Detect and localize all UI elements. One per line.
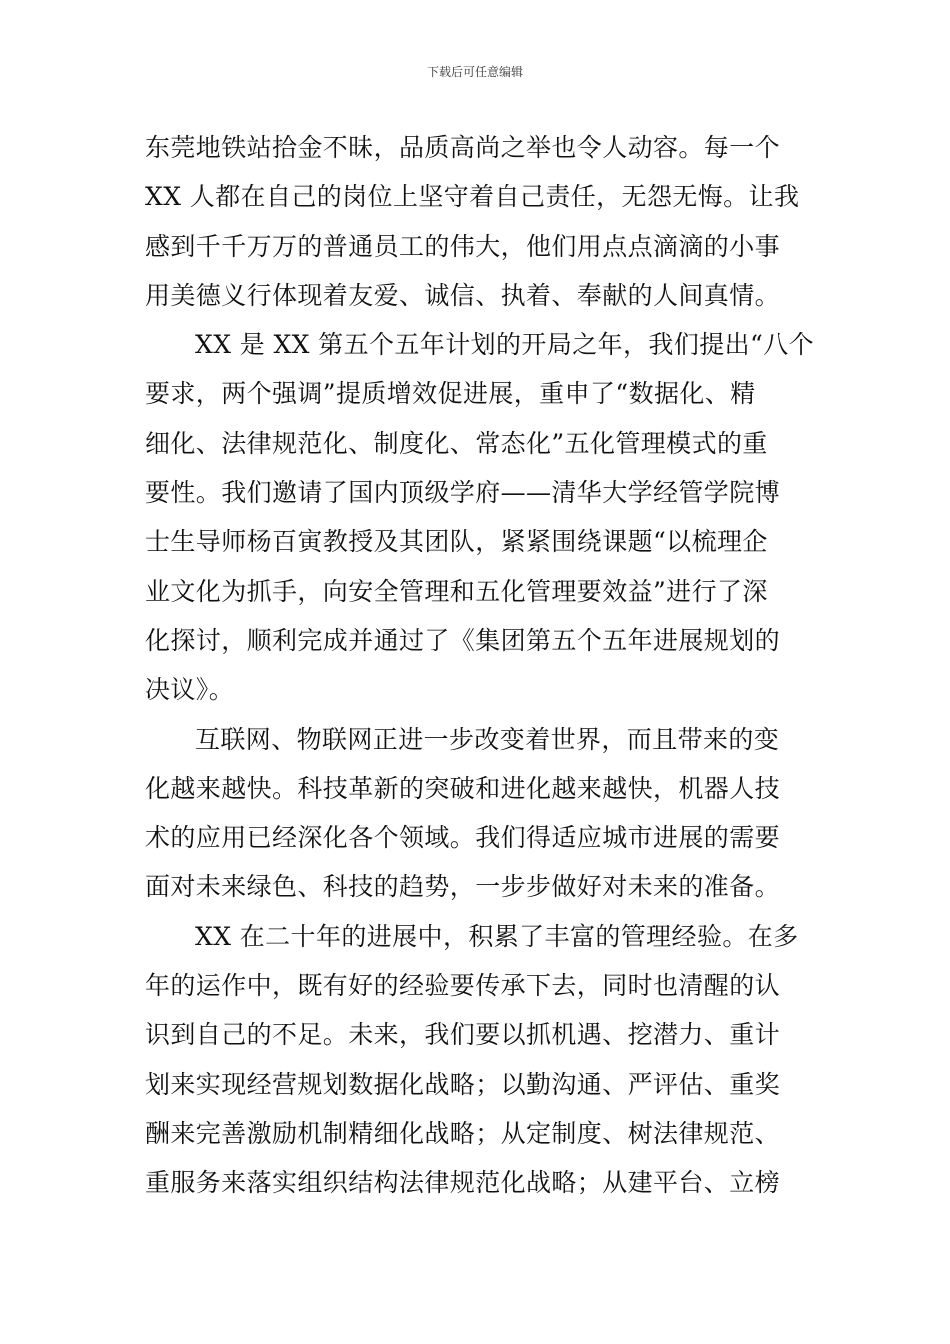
paragraph-first-line: 互联网、物联网正进一步改变着世界，而且带来的变	[195, 724, 780, 754]
paragraph-first-line: XX 在二十年的进展中，积累了丰富的管理经验。在多	[195, 921, 799, 951]
text-line: 感到千千万万的普通员工的伟大，他们用点点滴滴的小事	[145, 231, 781, 261]
text-line: 化探讨，顺利完成并通过了《集团第五个五年进展规划的	[145, 625, 781, 655]
document-body	[145, 123, 815, 1208]
text-line: 识到自己的不足。未来，我们要以抓机遇、挖潜力、重计	[145, 1020, 781, 1050]
paragraph-first-line: XX 是 XX 第五个五年计划的开局之年，我们提出“八个	[195, 330, 815, 360]
text-line: 细化、法律规范化、制度化、常态化”五化管理模式的重	[145, 428, 768, 458]
text-line: 士生导师杨百寅教授及其团队，紧紧围绕课题“以梳理企	[145, 527, 768, 557]
text-line: 年的运作中，既有好的经验要传承下去，同时也清醒的认	[145, 971, 781, 1001]
text-line: 划来实现经营规划数据化战略；以勤沟通、严评估、重奖	[145, 1069, 781, 1099]
text-line: 东莞地铁站拾金不昧，品质高尚之举也令人动容。每一个	[145, 133, 781, 162]
text-line: 重服务来落实组织结构法律规范化战略；从建平台、立榜	[145, 1168, 781, 1198]
text-line: 酬来完善激励机制精细化战略；从定制度、树法律规范、	[145, 1118, 781, 1148]
text-line: 要性。我们邀请了国内顶级学府——清华大学经管学院博	[145, 478, 781, 508]
text-line: 决议》。	[145, 675, 235, 705]
text-line: 用美德义行体现着友爱、诚信、执着、奉献的人间真情。	[145, 280, 781, 310]
text-line: 面对未来绿色、科技的趋势，一步步做好对未来的准备。	[145, 872, 781, 902]
text-line: 业文化为抓手，向安全管理和五化管理要效益”进行了深	[145, 576, 768, 606]
text-line: 要求，两个强调”提质增效促进展，重申了“数据化、精	[145, 379, 756, 409]
text-line: XX 人都在自己的岗位上坚守着自己责任，无怨无悔。让我	[145, 182, 800, 212]
text-line: 化越来越快。科技革新的突破和进化越来越快，机器人技	[145, 773, 781, 803]
text-line: 术的应用已经深化各个领域。我们得适应城市进展的需要	[145, 823, 781, 853]
page-header: 下载后可任意编辑	[426, 65, 523, 79]
